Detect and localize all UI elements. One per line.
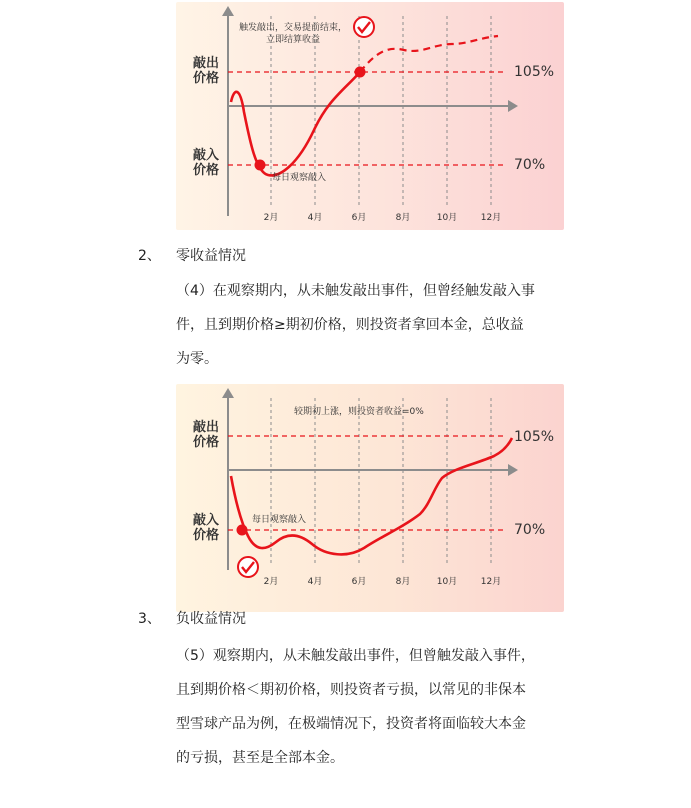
check-icon	[238, 557, 258, 577]
section-title: 负收益情况	[176, 611, 246, 627]
knock-in-price-label: 敲入 价格	[192, 148, 219, 178]
tick-label: 4月	[307, 577, 323, 587]
observe-knock-in-label: 每日观察敲入	[272, 173, 327, 183]
knock-in-level: 70%	[514, 522, 546, 538]
paragraph-line: （4）在观察期内，从未触发敲出事件，但曾经触发敲入事	[176, 283, 535, 299]
knock-out-level: 105%	[514, 429, 555, 445]
price-curve-projected	[360, 36, 498, 72]
paragraph-line: （5）观察期内，从未触发敲出事件，但曾触发敲入事件，	[176, 648, 535, 664]
paragraph-line: 件，且到期价格≥期初价格，则投资者拿回本金，总收益	[176, 317, 524, 333]
knock-out-point	[355, 67, 366, 78]
section-paragraph-zero-return	[176, 274, 586, 376]
tick-label: 8月	[395, 577, 411, 587]
knock-out-price-label: 敲出 价格	[192, 56, 219, 86]
section-title: 零收益情况	[176, 248, 246, 264]
tick-label: 8月	[395, 213, 411, 223]
section-number: 2、	[138, 248, 161, 264]
x-axis-arrow	[508, 100, 518, 112]
knock-out-chart	[176, 2, 564, 230]
observe-knock-in-label: 每日观察敲入	[252, 515, 307, 525]
paragraph-line: 且到期价格＜期初价格，则投资者亏损，以常见的非保本	[176, 682, 526, 698]
month-gridlines	[271, 398, 491, 566]
knock-out-level: 105%	[514, 64, 555, 80]
tick-label: 10月	[436, 577, 458, 587]
tick-label: 6月	[351, 213, 367, 223]
zero-return-annotation: 较期初上涨，则投资者收益=0%	[294, 407, 424, 417]
tick-label: 2月	[263, 213, 279, 223]
section-heading-zero-return	[138, 245, 246, 265]
section-paragraph-negative-return	[176, 639, 586, 775]
y-axis-arrow	[222, 6, 234, 16]
knock-in-point	[255, 160, 266, 171]
knock-in-level: 70%	[514, 157, 546, 173]
paragraph-line: 的亏损，甚至是全部本金。	[176, 750, 344, 766]
zero-return-chart-graphic	[176, 384, 564, 612]
zero-return-chart	[176, 384, 564, 612]
tick-label: 12月	[480, 213, 502, 223]
price-curve	[231, 438, 512, 554]
knock-in-price-label: 敲入 价格	[192, 513, 219, 543]
section-heading-negative-return	[138, 608, 246, 628]
section-number: 3、	[138, 611, 161, 627]
knock-out-price-label: 敲出 价格	[192, 420, 219, 450]
check-icon	[354, 17, 374, 37]
tick-label: 4月	[307, 213, 323, 223]
tick-label: 2月	[263, 577, 279, 587]
y-axis-arrow	[222, 388, 234, 398]
tick-label: 10月	[436, 213, 458, 223]
paragraph-line: 型雪球产品为例，在极端情况下，投资者将面临较大本金	[176, 716, 526, 732]
paragraph-line: 为零。	[176, 351, 218, 367]
tick-label: 12月	[480, 577, 502, 587]
knock-in-point	[237, 525, 248, 536]
knock-out-annotation: 触发敲出，交易提前结束， 立即结算收益	[238, 23, 347, 45]
x-axis-arrow	[508, 464, 518, 476]
price-curve	[231, 72, 360, 175]
tick-label: 6月	[351, 577, 367, 587]
